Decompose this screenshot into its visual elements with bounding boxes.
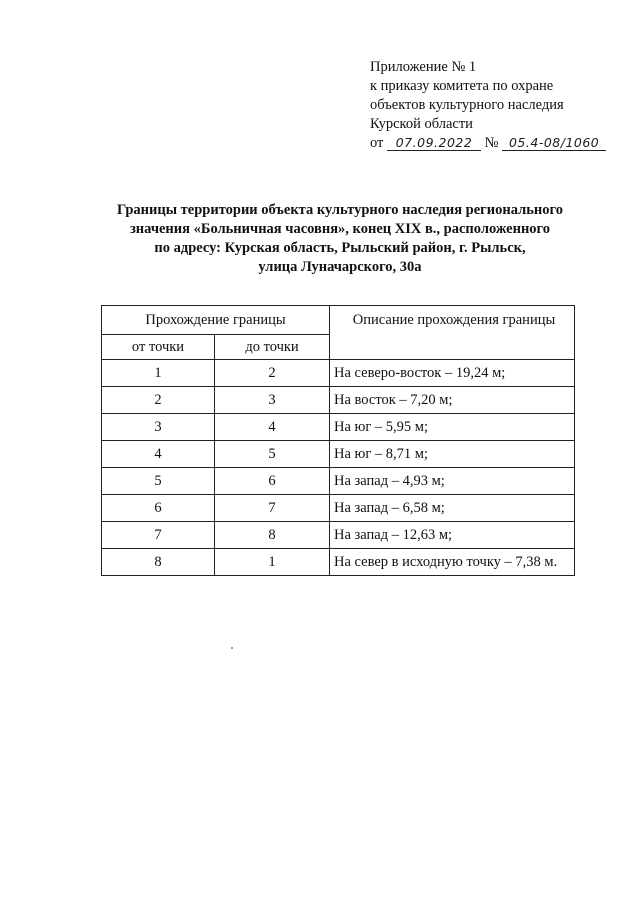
cell-to: 3 [215,387,330,414]
cell-from: 3 [102,414,215,441]
table-row [102,441,575,468]
table-row [102,549,575,576]
appendix-line: Приложение № 1 [370,59,477,75]
order-number: 05.4-08/1060 [502,135,606,151]
appendix-line: к приказу комитета по охране [370,78,554,94]
appendix-line: объектов культурного наследия [370,97,564,113]
cell-description: На восток – 7,20 м; [330,387,575,414]
cell-to: 7 [215,495,330,522]
appendix-date-line [370,134,606,153]
cell-description: На северо-восток – 19,24 м; [330,360,575,387]
cell-from: 1 [102,360,215,387]
title-line: значения «Больничная часовня», конец XIX в., расположенного [129,221,551,237]
cell-description: На запад – 6,58 м; [330,495,575,522]
boundary-table [101,305,575,576]
cell-to: 4 [215,414,330,441]
cell-to: 6 [215,468,330,495]
appendix-header [370,58,606,153]
number-prefix: № [484,135,499,151]
table-row [102,522,575,549]
title-line: Границы территории объекта культурного наследия регионального [117,202,563,218]
cell-to: 8 [215,522,330,549]
header-description: Описание прохождения границы [330,306,575,360]
date-prefix: от [370,135,384,151]
cell-to: 5 [215,441,330,468]
cell-to: 2 [215,360,330,387]
cell-from: 8 [102,549,215,576]
document-title [90,201,590,277]
cell-from: 7 [102,522,215,549]
table-row [102,360,575,387]
header-to-point: до точки [215,335,330,360]
cell-description: На север в исходную точку – 7,38 м. [330,549,575,576]
cell-description: На юг – 5,95 м; [330,414,575,441]
cell-description: На запад – 12,63 м; [330,522,575,549]
cell-from: 6 [102,495,215,522]
table-row [102,468,575,495]
cell-from: 4 [102,441,215,468]
order-date: 07.09.2022 [387,135,481,151]
appendix-line: Курской области [370,116,473,132]
cell-to: 1 [215,549,330,576]
header-boundary-passage: Прохождение границы [102,306,330,335]
scan-speck [231,647,233,649]
cell-description: На юг – 8,71 м; [330,441,575,468]
cell-from: 2 [102,387,215,414]
title-line: улица Луначарского, 30а [258,259,422,275]
table-row [102,495,575,522]
table-row [102,414,575,441]
cell-description: На запад – 4,93 м; [330,468,575,495]
header-from-point: от точки [102,335,215,360]
table-row [102,387,575,414]
title-line: по адресу: Курская область, Рыльский район, г. Рыльск, [154,240,526,256]
cell-from: 5 [102,468,215,495]
